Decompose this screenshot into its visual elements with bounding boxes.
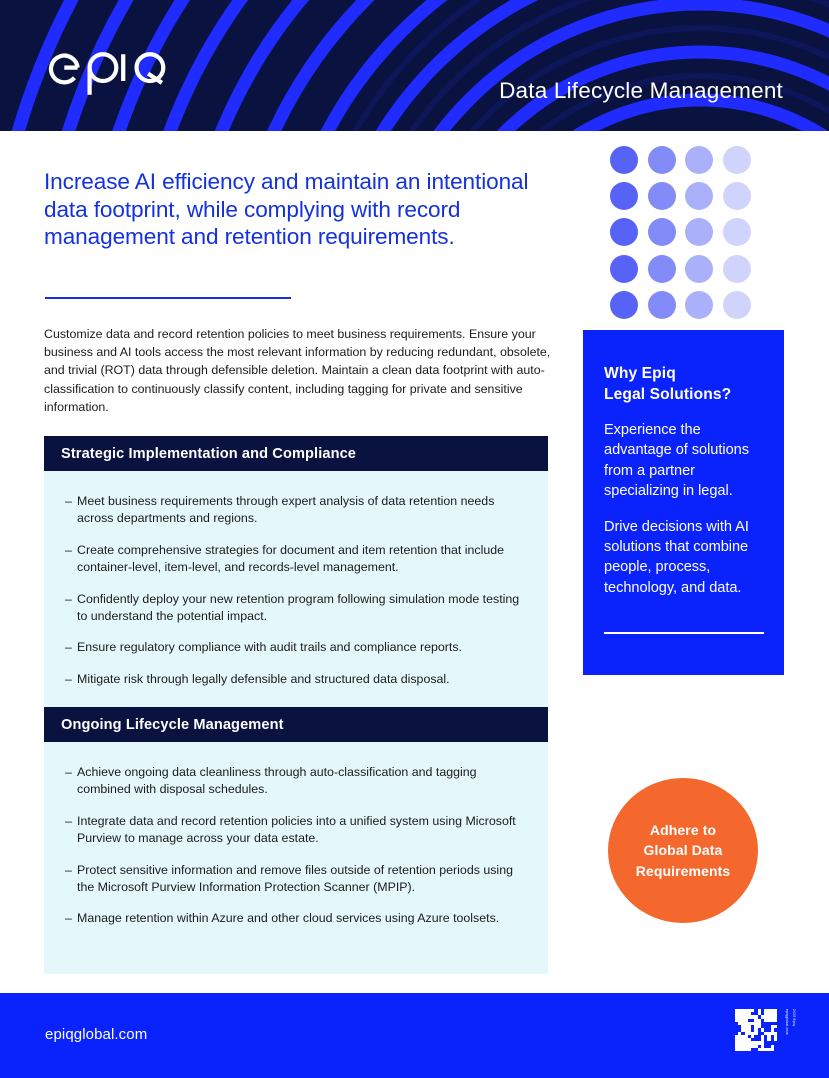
qr-caption-line-1: epiqglobal.com xyxy=(785,1009,789,1035)
section-body xyxy=(44,471,548,721)
why-epiq-paragraph-2: Drive decisions with AI solutions that combine people, process, technology, and data. xyxy=(604,518,749,596)
bullet-marker: – xyxy=(65,813,72,828)
why-epiq-panel xyxy=(583,330,784,675)
dot xyxy=(610,182,638,210)
dot xyxy=(685,182,713,210)
qr-caption-line-2: 2025 Epiq xyxy=(792,1009,796,1027)
why-epiq-title-line2: Legal Solutions? xyxy=(604,386,732,403)
bullet-marker: – xyxy=(65,591,72,606)
list-item xyxy=(61,910,528,927)
dot xyxy=(648,218,676,246)
page-header xyxy=(0,0,829,131)
dot xyxy=(610,218,638,246)
header-title: Data Lifecycle Management xyxy=(499,78,783,103)
why-epiq-divider xyxy=(604,632,764,634)
bullet-marker: – xyxy=(65,765,72,779)
epiq-logo xyxy=(44,38,184,100)
bullet-marker: – xyxy=(65,911,72,926)
dot xyxy=(723,146,751,174)
bullet-marker: – xyxy=(65,671,72,686)
list-item xyxy=(61,813,528,848)
section-card-strategic-implementation xyxy=(44,436,548,721)
dot xyxy=(723,182,751,210)
badge-line-1: Adhere to xyxy=(649,821,717,838)
adhere-global-data-badge xyxy=(608,778,758,923)
dot xyxy=(610,146,638,174)
dot xyxy=(685,291,713,319)
page-footer xyxy=(0,993,829,1078)
bullet-marker: – xyxy=(65,640,72,655)
bullet-marker: – xyxy=(65,862,72,877)
dot xyxy=(723,255,751,283)
list-item-text: Achieve ongoing data cleanliness through auto-classification and tagging combined with disposal schedules. xyxy=(77,765,477,797)
list-item xyxy=(61,542,528,577)
dot xyxy=(723,218,751,246)
list-item xyxy=(61,862,528,897)
dot xyxy=(610,255,638,283)
why-epiq-title xyxy=(604,363,764,405)
list-item-text: Manage retention within Azure and other cloud services using Azure toolsets. xyxy=(77,911,500,926)
dot xyxy=(648,182,676,210)
badge-line-2: Global Data xyxy=(643,842,723,859)
decorative-dot-grid xyxy=(610,146,760,326)
section-heading: Strategic Implementation and Compliance xyxy=(44,436,548,471)
list-item xyxy=(61,591,528,626)
qr-code-block xyxy=(735,1009,805,1053)
dot xyxy=(685,146,713,174)
list-item-text: Confidently deploy your new retention program following simulation mode testing to understand the potential impact. xyxy=(77,591,520,624)
bullet-marker: – xyxy=(65,542,72,557)
qr-code[interactable] xyxy=(735,1009,777,1051)
qr-caption xyxy=(783,1009,805,1053)
list-item-text: Mitigate risk through legally defensible and structured data disposal. xyxy=(77,671,450,686)
dot xyxy=(648,255,676,283)
dot xyxy=(685,255,713,283)
dot xyxy=(610,291,638,319)
list-item-text: Ensure regulatory compliance with audit trails and compliance reports. xyxy=(77,640,462,655)
why-epiq-paragraph-1: Experience the advantage of solutions from a partner specializing in legal. xyxy=(604,422,749,500)
footer-website-link[interactable]: epiqglobal.com xyxy=(45,1026,148,1043)
list-item xyxy=(61,671,528,688)
section-heading: Ongoing Lifecycle Management xyxy=(44,707,548,742)
section-card-ongoing-lifecycle xyxy=(44,707,548,974)
bullet-marker: – xyxy=(65,494,72,508)
list-item-text: Protect sensitive information and remove files outside of retention periods using the Microsoft Purview Information Protection Scanner (MPIP). xyxy=(77,862,513,895)
headline-divider xyxy=(45,297,291,299)
dot xyxy=(723,291,751,319)
list-item xyxy=(61,493,528,528)
dot xyxy=(685,218,713,246)
page-headline: Increase AI efficiency and maintain an intentional data footprint, while complying with record management and retention requirements. xyxy=(44,169,529,250)
dot xyxy=(648,291,676,319)
list-item-text: Integrate data and record retention policies into a unified system using Microsoft Purview to manage across your data estate. xyxy=(77,813,516,846)
section-body xyxy=(44,742,548,974)
list-item-text: Meet business requirements through expert analysis of data retention needs across departments and regions. xyxy=(77,494,495,526)
why-epiq-title-line1: Why Epiq xyxy=(604,365,676,382)
dot xyxy=(648,146,676,174)
list-item xyxy=(61,639,528,656)
badge-text xyxy=(636,820,731,882)
badge-line-3: Requirements xyxy=(635,862,731,879)
list-item xyxy=(61,764,528,799)
list-item-text: Create comprehensive strategies for document and item retention that include container-level, item-level, and records-level management. xyxy=(77,542,505,575)
intro-paragraph: Customize data and record retention policies to meet business requirements. Ensure your business and AI tools access the most relevant information by reducing redundant, obsolete, and trivial (ROT) data through defensible deletion. Maintain a clean data footprint with auto-classification to continuously classify content, including tagging for private and sensitive information. xyxy=(44,327,551,414)
